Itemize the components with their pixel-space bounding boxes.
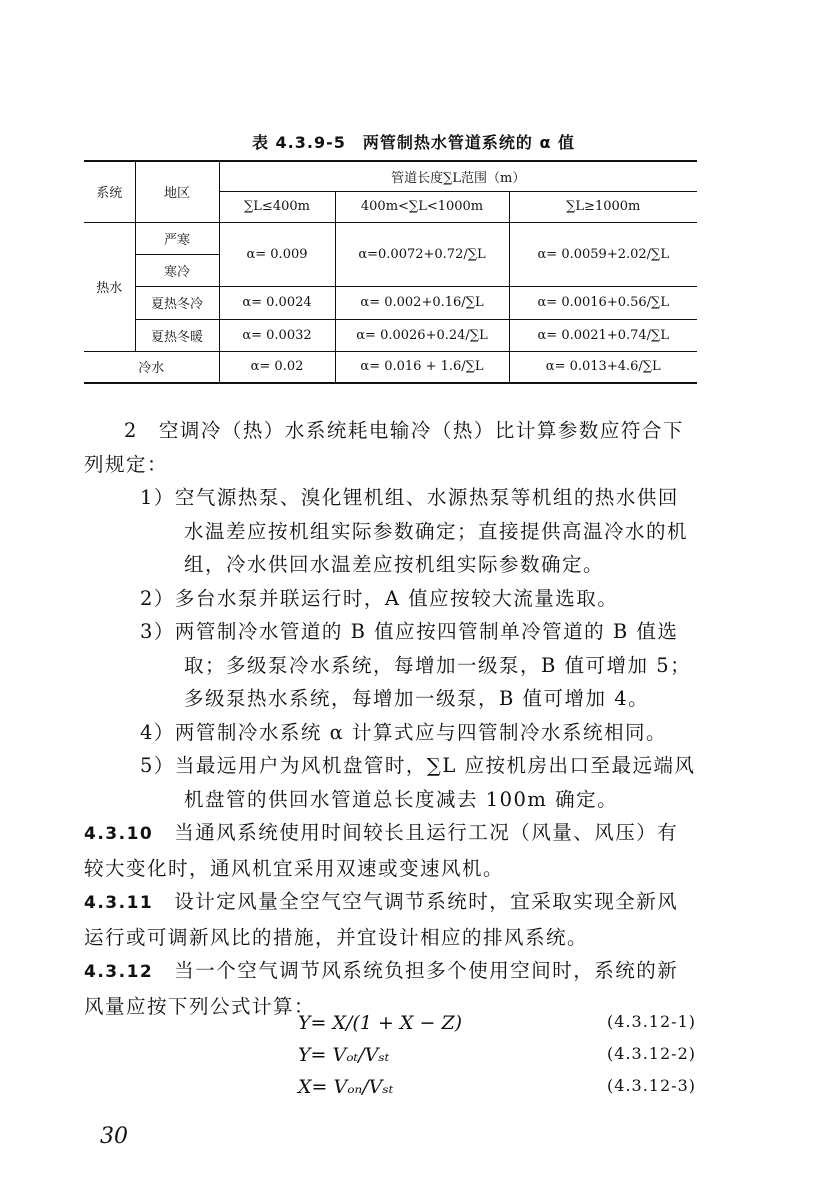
formula-expression: Y= Vₒₜ/Vₛₜ — [298, 1044, 390, 1066]
clause-text: 设计定风量全空气空气调节系统时，宜采取实现全新风运行或可调新风比的措施，并宜设计相应的排风系统。 — [84, 890, 679, 949]
chilled-water-label: 冷水 — [84, 351, 219, 383]
cell-chilled-2: α= 0.016 + 1.6/∑L — [335, 351, 509, 383]
list-item: 3）两管制冷水管道的 B 值应按四管制单冷管道的 B 值选取；多级泵冷水系统，每增加一级泵，B 值可增加 5；多级泵热水系统，每增加一级泵，B 值可增加 4。 — [140, 620, 692, 710]
cell-cold-1: α= 0.009 — [219, 222, 335, 286]
clause-4-3-10 — [84, 816, 698, 885]
hot-water-label: 热水 — [84, 222, 135, 351]
header-col3: ∑L≥1000m — [509, 191, 697, 222]
cell-hs-cw-2: α= 0.002+0.16/∑L — [335, 286, 509, 319]
cell-hs-ww-2: α= 0.0026+0.24/∑L — [335, 319, 509, 351]
region-hs-cw: 夏热冬冷 — [135, 286, 219, 319]
clause-number: 4.3.11 — [84, 893, 154, 913]
region-hs-ww: 夏热冬暖 — [135, 319, 219, 351]
header-region: 地区 — [135, 161, 219, 222]
cell-hs-cw-1: α= 0.0024 — [219, 286, 335, 319]
formula-number: (4.3.12-1) — [607, 1012, 696, 1031]
page-number: 30 — [100, 1124, 128, 1149]
clause-4-3-11 — [84, 885, 698, 954]
list-item: 4）两管制冷水系统 α 计算式应与四管制冷水系统相同。 — [140, 720, 667, 744]
formula-number: (4.3.12-2) — [607, 1044, 696, 1063]
region-severe-cold: 严寒 — [135, 222, 219, 254]
cell-cold-3: α= 0.0059+2.02/∑L — [509, 222, 697, 286]
cell-chilled-3: α= 0.013+4.6/∑L — [509, 351, 697, 383]
list-item: 5）当最远用户为风机盘管时，∑L 应按机房出口至最远端风机盘管的供回水管道总长度减去 100m 确定。 — [140, 754, 696, 811]
formula-3 — [84, 1076, 698, 1106]
list-item: 1）空气源热泵、溴化锂机组、水源热泵等机组的热水供回水温差应按机组实际参数确定；直接提供高温冷水的机组，冷水供回水温差应按机组实际参数确定。 — [140, 486, 689, 576]
body-text — [84, 414, 698, 1023]
header-length-range: 管道长度∑L范围（m） — [219, 161, 697, 191]
formula-number: (4.3.12-3) — [607, 1076, 696, 1095]
clause-text: 当一个空气调节风系统负担多个使用空间时，系统的新风量应按下列公式计算： — [84, 959, 679, 1018]
formula-expression: X= Vₒₙ/Vₛₜ — [298, 1076, 394, 1098]
paragraph-2: 2 空调冷（热）水系统耗电输冷（热）比计算参数应符合下列规定： — [84, 419, 684, 476]
alpha-table — [84, 160, 697, 384]
header-col1: ∑L≤400m — [219, 191, 335, 222]
cell-cold-2: α=0.0072+0.72/∑L — [335, 222, 509, 286]
cell-chilled-1: α= 0.02 — [219, 351, 335, 383]
clause-number: 4.3.10 — [84, 824, 154, 844]
header-col2: 400m<∑L<1000m — [335, 191, 509, 222]
region-cold: 寒冷 — [135, 254, 219, 286]
cell-hs-cw-3: α= 0.0016+0.56/∑L — [509, 286, 697, 319]
table-caption: 表 4.3.9-5 两管制热水管道系统的 α 值 — [251, 133, 576, 152]
formula-1 — [84, 1012, 698, 1042]
cell-hs-ww-3: α= 0.0021+0.74/∑L — [509, 319, 697, 351]
clause-text: 当通风系统使用时间较长且运行工况（风量、风压）有较大变化时，通风机宜采用双速或变速风机。 — [84, 821, 679, 880]
list-item: 2）多台水泵并联运行时，A 值应按较大流量选取。 — [140, 586, 619, 610]
clause-number: 4.3.12 — [84, 962, 154, 982]
header-system: 系统 — [84, 161, 135, 222]
formula-expression: Y= X/(1 + X − Z) — [298, 1012, 463, 1034]
formula-2 — [84, 1044, 698, 1074]
cell-hs-ww-1: α= 0.0032 — [219, 319, 335, 351]
